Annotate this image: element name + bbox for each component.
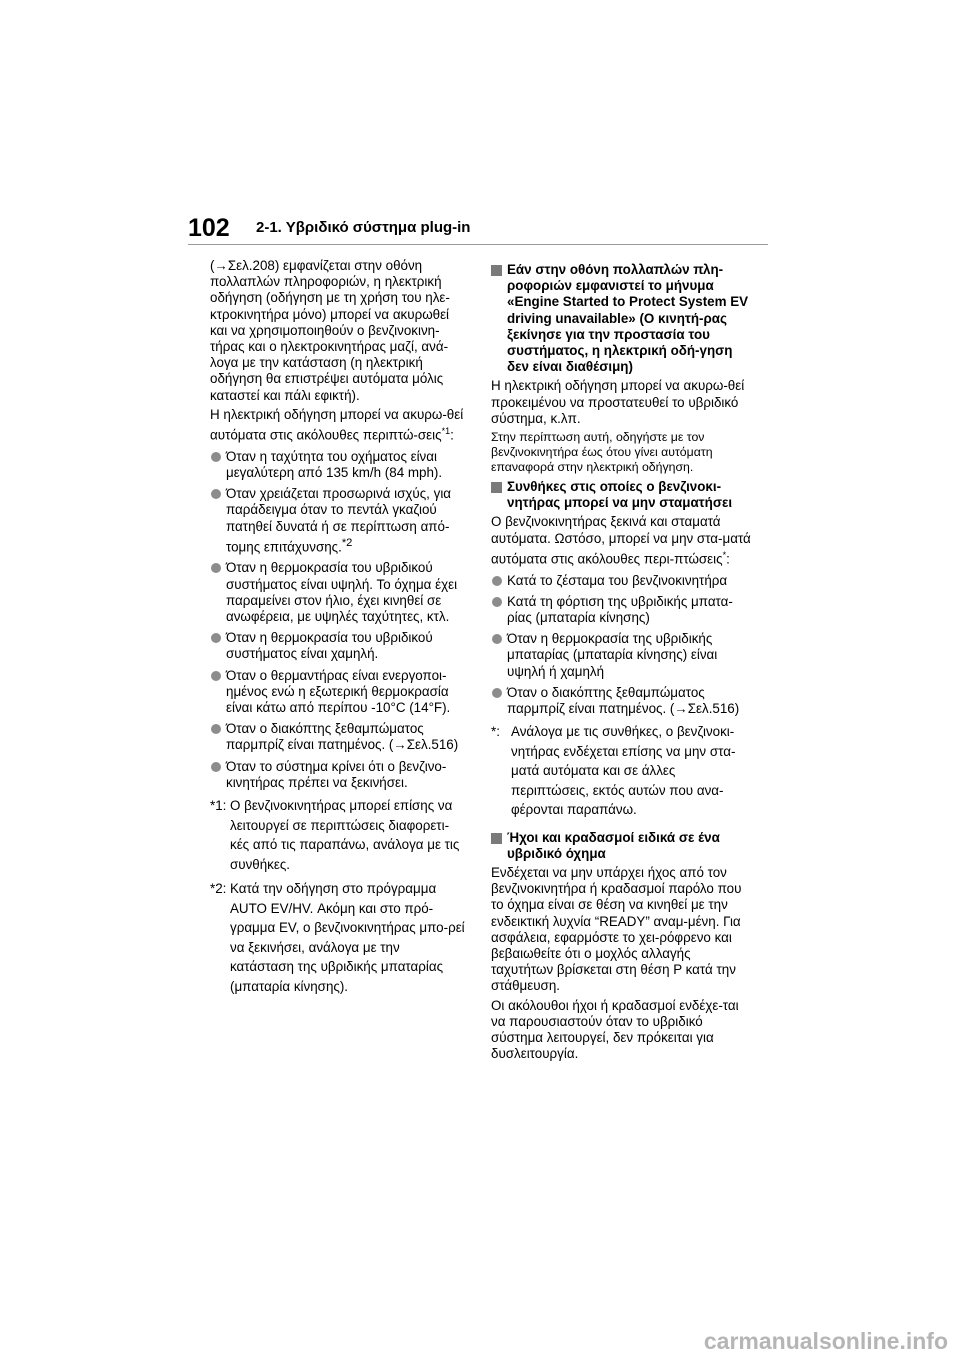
- paragraph: Η ηλεκτρική οδήγηση μπορεί να ακυρω-θεί προκειμένου να προστατευθεί το υβριδικό σύστημα, κ.λπ.: [491, 378, 745, 426]
- square-bullet-icon: [491, 833, 502, 844]
- footer: [0, 1318, 960, 1358]
- footnote: *: Ανάλογα με τις συνθήκες, ο βενζινοκι-νητήρας ενδέχεται επίσης να μην στα-ματά αυτόματα και σε άλλες περιπτώσεις, εκτός αυτών που ανα-φέρονται παραπάνω.: [491, 724, 736, 818]
- page-number: 102: [188, 214, 230, 242]
- bullet-icon: [492, 688, 502, 698]
- list-item: Κατά τη φόρτιση της υβριδικής μπατα-ρίας (μπαταρία κίνησης): [491, 594, 751, 626]
- paragraph: Στην περίπτωση αυτή, οδηγήστε με τον βενζινοκινητήρα έως ότου γίνει αυτόματη επαναφορά στην ηλεκτρική οδήγηση.: [491, 430, 713, 475]
- list-item: Όταν η θερμοκρασία του υβριδικού συστήματος είναι υψηλή. Το όχημα έχει παραμείνει στον ήλιο, έχει κινηθεί σε ανωφέρεια, με υψηλές ταχύτητες, κτλ.: [210, 560, 466, 625]
- footnote-ref: *: [722, 549, 727, 560]
- bullet-icon: [211, 762, 221, 772]
- section-heading: Εάν στην οθόνη πολλαπλών πλη-ροφοριών εμφανιστεί το μήνυμα «Engine Started to Protect System EV driving unavailable» (Ο κινητή-ρας ξεκίνησε για την προστασία του συστήματος, η ηλεκτρική οδή-γηση δεν είναι διαθέσιμη): [491, 262, 751, 375]
- list-item: Όταν η θερμοκρασία του υβριδικού συστήματος είναι χαμηλή.: [210, 630, 466, 662]
- section-heading: Ήχοι και κραδασμοί ειδικά σε ένα υβριδικό όχημα: [491, 830, 751, 862]
- footnote-mark: *2:: [210, 881, 227, 897]
- section-title: 2-1. Υβριδικό σύστημα plug-in: [256, 219, 471, 236]
- list-item: Όταν ο θερμαντήρας είναι ενεργοποι-ημένος ενώ η εξωτερική θερμοκρασία είναι κάτω από περίπου -10°C (14°F).: [210, 668, 466, 717]
- intro-paragraph: (→Σελ.208) εμφανίζεται στην οθόνη πολλαπλών πληροφοριών, η ηλεκτρική οδήγηση (οδήγηση με τη χρήση του ηλε-κτροκινητήρα μόνο) μπορεί να ακυρωθεί και να χρησιμοποιηθούν ο βενζινοκινη-τήρας και ο ηλεκτροκινητήρας μαζί, ανά-λογα με την κατάσταση (η ηλεκτρική οδήγηση θα επιστρέψει αυτόματα μόλις καταστεί και πάλι εφικτή).: [210, 258, 450, 403]
- list-item: Όταν η ταχύτητα του οχήματος είναι μεγαλύτερη από 135 km/h (84 mph).: [210, 449, 466, 481]
- bullet-icon: [492, 576, 502, 586]
- list-item: Όταν η θερμοκρασία της υβριδικής μπαταρίας (μπαταρία κίνησης) είναι υψηλή ή χαμηλή: [491, 631, 751, 680]
- section-heading: Συνθήκες στις οποίες ο βενζινοκι-νητήρας μπορεί να μην σταματήσει: [491, 479, 751, 511]
- bullet-icon: [492, 597, 502, 607]
- bullet-icon: [211, 563, 221, 573]
- list-item: Κατά το ζέσταμα του βενζινοκινητήρα: [491, 573, 751, 589]
- list-item: Όταν το σύστημα κρίνει ότι ο βενζινο-κινητήρας πρέπει να ξεκινήσει.: [210, 759, 466, 791]
- list-item: Όταν χρειάζεται προσωρινά ισχύς, για παράδειγμα όταν το πεντάλ γκαζιού πατηθεί δυνατά ή σε περίπτωση από-τομης επιτάχυνσης.$^{*2}$: [210, 486, 466, 555]
- footnote: *2: Κατά την οδήγηση στο πρόγραμμα AUTO EV/HV. Ακόμη και στο πρό-γραμμα EV, ο βενζινοκινητήρας μπο-ρεί να ξεκινήσει, ανάλογα με την κατάσταση της υβριδικής μπαταρίας (μπαταρία κίνησης).: [210, 881, 465, 994]
- watermark: carmanualsonline.info: [703, 1328, 948, 1354]
- paragraph: Ενδέχεται να μην υπάρχει ήχος από τον βενζινοκινητήρα ή κραδασμοί παρόλο που το όχημα είναι σε θέση να κινηθεί με την ενδεικτική λυχνία “READY” αναμ-μένη. Για ασφάλεια, εφαρμόστε το χει-ρόφρενο και βεβαιωθείτε ότι ο μοχλός αλλαγής ταχυτήτων βρίσκεται στη θέση P κατά την στάθμευση.: [491, 865, 742, 994]
- paragraph: Ο βενζινοκινητήρας ξεκινά και σταματά αυτόματα. Ωστόσο, μπορεί να μην στα-ματά αυτόματα στις ακόλουθες περι-πτώσεις*:: [491, 514, 751, 567]
- bullet-icon: [211, 452, 221, 462]
- footnote-ref: *1: [441, 426, 451, 437]
- left-column: [210, 258, 466, 998]
- header-divider: [188, 244, 768, 245]
- square-bullet-icon: [491, 482, 502, 493]
- bullet-icon: [211, 724, 221, 734]
- bullet-icon: [211, 489, 221, 499]
- list-item: Όταν ο διακόπτης ξεθαμπώματος παρμπρίζ είναι πατημένος. (→Σελ.516): [491, 685, 751, 717]
- right-column: [491, 258, 751, 1065]
- footnote-mark: *:: [491, 724, 500, 740]
- footnote: *1: Ο βενζινοκινητήρας μπορεί επίσης να λειτουργεί σε περιπτώσεις διαφορετι-κές από τις παραπάνω, ανάλογα με τις συνθήκες.: [210, 798, 460, 872]
- bullet-icon: [211, 671, 221, 681]
- cancel-paragraph: Η ηλεκτρική οδήγηση μπορεί να ακυρω-θεί αυτόματα στις ακόλουθες περιπτώ-σεις$^{*1}$:: [210, 406, 464, 443]
- list-item: Όταν ο διακόπτης ξεθαμπώματος παρμπρίζ είναι πατημένος. (→Σελ.516): [210, 721, 466, 753]
- bullet-icon: [492, 634, 502, 644]
- footnote-mark: *1:: [210, 798, 227, 814]
- bullet-icon: [211, 633, 221, 643]
- paragraph: Οι ακόλουθοι ήχοι ή κραδασμοί ενδέχε-ται να παρουσιαστούν όταν το υβριδικό σύστημα λειτουργεί, δεν πρόκειται για δυσλειτουργία.: [491, 997, 739, 1062]
- square-bullet-icon: [491, 265, 502, 276]
- footnote-ref: *2: [341, 536, 353, 549]
